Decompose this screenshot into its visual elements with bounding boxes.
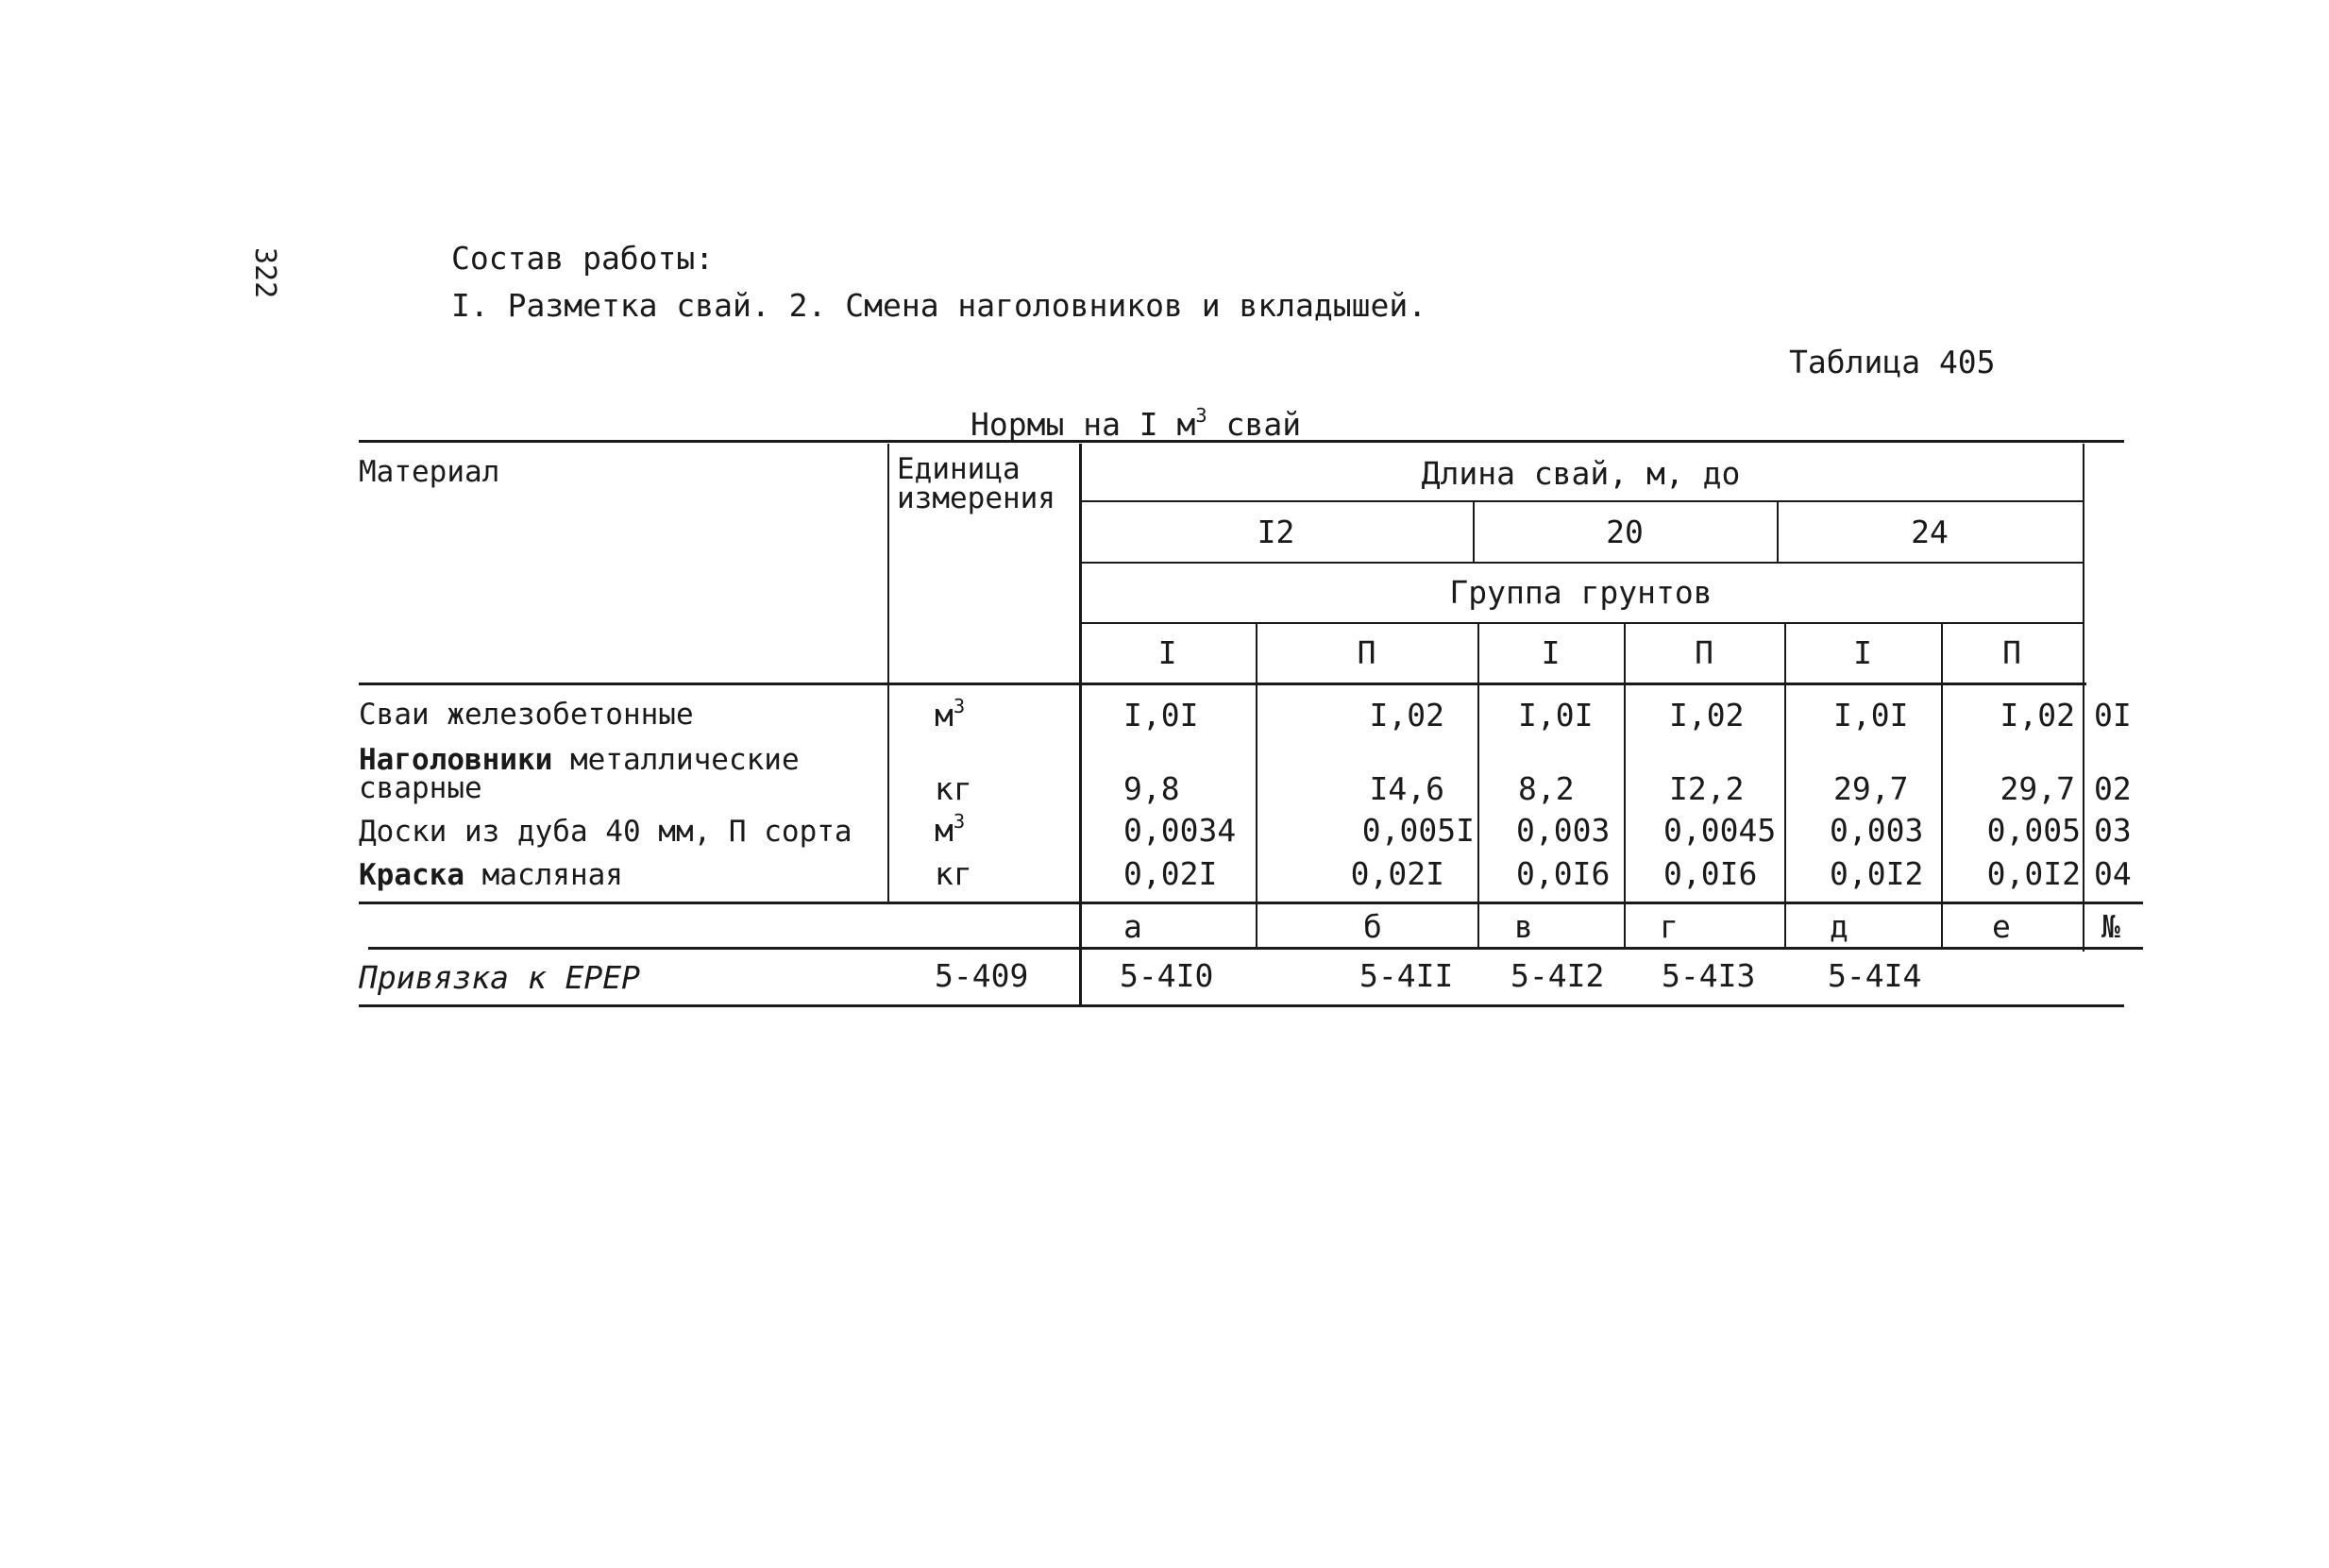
row-1-unit bbox=[935, 697, 965, 733]
row-2-value-3: 8,2 bbox=[1518, 770, 1575, 807]
row-2-unit: кг bbox=[935, 770, 972, 807]
code-col-divider bbox=[2083, 444, 2084, 952]
work-composition-title: Состав работы: bbox=[451, 240, 715, 277]
norms-title-text: Нормы на I м bbox=[970, 406, 1196, 443]
header-length: Длина свай, м, до bbox=[1421, 455, 1741, 492]
row-1-value-3: I,0I bbox=[1518, 697, 1594, 733]
row-4-value-6: 0,0I2 bbox=[1986, 855, 2081, 892]
group-divider-2 bbox=[1477, 624, 1479, 949]
row-4-value-3: 0,0I6 bbox=[1516, 855, 1611, 892]
row-3-value-2: 0,005I bbox=[1361, 812, 1475, 849]
lengths-rule bbox=[1079, 562, 2084, 564]
row-4-value-2: 0,02I bbox=[1350, 855, 1444, 892]
column-letter-g: г bbox=[1660, 908, 1679, 945]
row-2-value-5: 29,7 bbox=[1833, 770, 1909, 807]
binding-ref-3: 5-4I2 bbox=[1510, 957, 1605, 994]
material-col-divider bbox=[887, 444, 889, 903]
row-3-value-3: 0,003 bbox=[1516, 812, 1611, 849]
work-composition-items: I. Разметка свай. 2. Смена наголовников и вкладышей. bbox=[451, 287, 1427, 324]
soil-group-4: П bbox=[1695, 634, 1713, 671]
row-1-unit-text: м bbox=[935, 697, 954, 733]
row-1-material: Сваи железобетонные bbox=[359, 698, 694, 732]
binding-ref-4: 5-4I3 bbox=[1662, 957, 1756, 994]
row-3-material: Доски из дуба 40 мм, П сорта bbox=[359, 815, 852, 849]
row-1-value-2: I,02 bbox=[1369, 697, 1444, 733]
row-2-value-2: I4,6 bbox=[1369, 770, 1444, 807]
row-2-material-bold: Наголовники bbox=[359, 743, 553, 777]
row-3-value-5: 0,003 bbox=[1830, 812, 1924, 849]
norms-title-tail: свай bbox=[1207, 406, 1302, 443]
soil-group-5: I bbox=[1853, 634, 1872, 671]
row-1-value-1: I,0I bbox=[1123, 697, 1199, 733]
row-4-unit: кг bbox=[935, 855, 972, 892]
row-2-material-line1: металлические bbox=[552, 743, 800, 777]
row-1-unit-sup: 3 bbox=[953, 695, 966, 717]
column-letter-v: в bbox=[1514, 908, 1533, 945]
table-bottom-rule bbox=[359, 1004, 2124, 1007]
row-3-value-1: 0,0034 bbox=[1123, 812, 1237, 849]
binding-ref-5: 5-4I4 bbox=[1828, 957, 1922, 994]
row-3-unit bbox=[935, 812, 965, 849]
header-soil-group: Группа грунтов bbox=[1449, 574, 1713, 611]
row-1-code: 0I bbox=[2094, 697, 2132, 733]
row-3-unit-sup: 3 bbox=[953, 810, 966, 833]
norms-title bbox=[970, 406, 1301, 443]
column-letter-e: е bbox=[1992, 908, 2011, 945]
table-label: Таблица 405 bbox=[1789, 344, 1996, 380]
row-1-value-4: I,02 bbox=[1669, 697, 1745, 733]
row-3-value-4: 0,0045 bbox=[1663, 812, 1777, 849]
group-divider-3 bbox=[1624, 624, 1626, 949]
row-2-material bbox=[359, 743, 800, 805]
row-1-value-6: I,02 bbox=[2000, 697, 2075, 733]
row-4-value-5: 0,0I2 bbox=[1830, 855, 1924, 892]
norms-title-sup: 3 bbox=[1195, 404, 1207, 427]
row-2-value-1: 9,8 bbox=[1123, 770, 1180, 807]
row-3-code: 03 bbox=[2094, 812, 2132, 849]
row-1-value-5: I,0I bbox=[1833, 697, 1909, 733]
number-sign: № bbox=[2101, 908, 2120, 945]
header-unit-line1: Единица bbox=[897, 452, 1021, 486]
column-letter-b: б bbox=[1363, 908, 1382, 945]
row-2-value-4: I2,2 bbox=[1669, 770, 1745, 807]
header-length-24: 24 bbox=[1911, 514, 1949, 550]
table-top-rule bbox=[359, 440, 2124, 443]
row-2-code: 02 bbox=[2094, 770, 2132, 807]
row-4-value-4: 0,0I6 bbox=[1663, 855, 1758, 892]
header-length-20: 20 bbox=[1606, 514, 1644, 550]
soil-header-rule bbox=[1079, 622, 2084, 624]
length-header-rule bbox=[1079, 500, 2084, 502]
row-4-material bbox=[359, 858, 623, 892]
soil-group-6: П bbox=[2002, 634, 2021, 671]
header-bottom-rule bbox=[359, 683, 2086, 685]
row-2-material-line2: сварные bbox=[359, 771, 482, 805]
binding-ref-1: 5-4I0 bbox=[1120, 957, 1214, 994]
soil-group-2: П bbox=[1357, 634, 1376, 671]
soil-group-1: I bbox=[1157, 634, 1177, 671]
header-material: Материал bbox=[359, 455, 500, 489]
row-4-value-1: 0,02I bbox=[1123, 855, 1218, 892]
row-3-value-6: 0,005 bbox=[1986, 812, 2081, 849]
page-number: 322 bbox=[248, 247, 281, 299]
binding-label: Привязка к ЕРЕР bbox=[359, 959, 641, 996]
header-length-12: I2 bbox=[1257, 514, 1295, 550]
header-unit bbox=[897, 452, 1055, 515]
soil-group-3: I bbox=[1541, 634, 1561, 671]
row-4-material-bold: Краска bbox=[359, 858, 464, 892]
row-2-value-6: 29,7 bbox=[2000, 770, 2075, 807]
row-4-material-line1: масляная bbox=[464, 858, 623, 892]
body-bottom-rule bbox=[359, 902, 2143, 904]
group-divider-4 bbox=[1784, 624, 1786, 949]
row-4-code: 04 bbox=[2094, 855, 2132, 892]
binding-ref-2: 5-4II bbox=[1359, 957, 1454, 994]
column-letter-d: д bbox=[1830, 908, 1848, 945]
binding-unit-ref: 5-409 bbox=[935, 957, 1029, 994]
header-unit-line2: измерения bbox=[897, 481, 1055, 515]
column-letter-a: а bbox=[1123, 908, 1142, 945]
row-3-unit-text: м bbox=[935, 812, 954, 849]
